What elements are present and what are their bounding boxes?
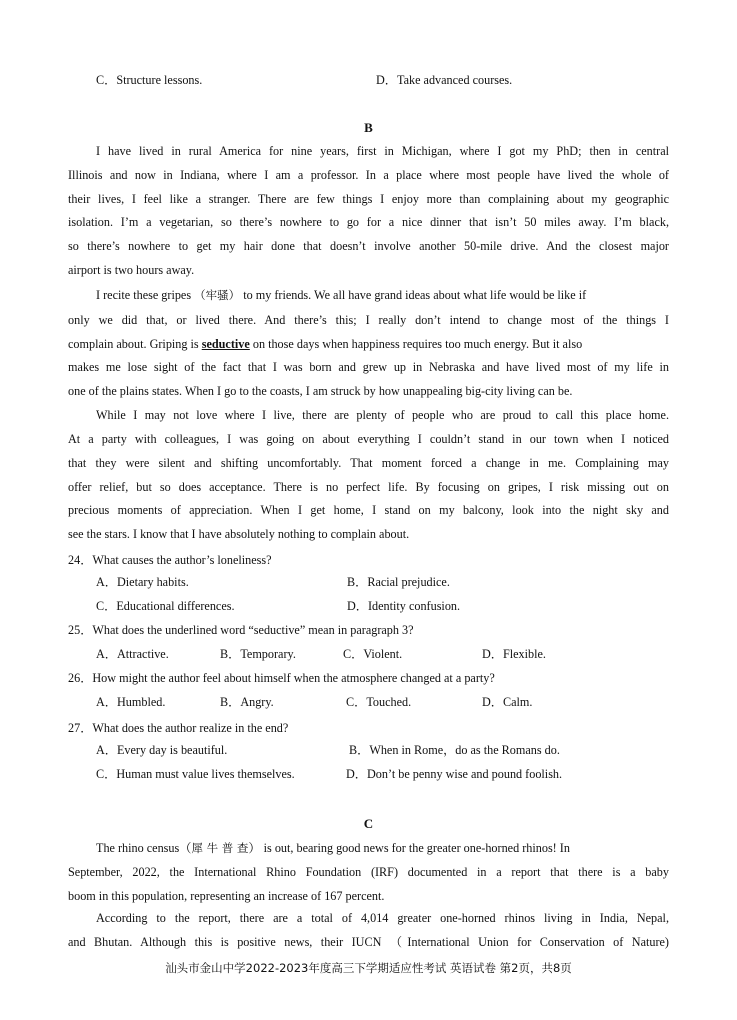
c-p1-line-3: boom in this population, representing an increase of 167 percent.: [68, 889, 385, 903]
section-c-title: C: [363, 816, 374, 831]
b-p3-line-5: precious moments of appreciation. When I get home, I stand on my balcony, look into the night sky and: [68, 503, 669, 517]
b-p2-line-3: [68, 336, 669, 352]
option-c-prev: C．Structure lessons.: [96, 73, 203, 87]
b-p2-line-2: only we did that, or lived there. And there’s this; I really don’t intend to change most of the things I: [68, 313, 669, 327]
question-24-stem: 24．What causes the author’s loneliness?: [68, 553, 272, 567]
q27-option-d[interactable]: D．Don’t be penny wise and pound foolish.: [346, 767, 563, 781]
question-25-stem: 25．What does the underlined word “seductive” mean in paragraph 3?: [68, 623, 414, 637]
b-p3-line-4: offer relief, but so does acceptance. There is no perfect life. By focusing on gripes, I risk missing out on: [68, 480, 669, 494]
q26-option-d[interactable]: D．Calm.: [482, 695, 533, 709]
question-27-stem: 27．What does the author realize in the end?: [68, 721, 289, 735]
b-p2-line-3b: on those days when happiness requires too much energy. But it also: [249, 337, 583, 351]
q24-option-d[interactable]: D．Identity confusion.: [347, 599, 461, 613]
q26-option-b[interactable]: B．Angry.: [220, 695, 274, 709]
c-p1-line-1: [68, 840, 697, 856]
b-p2-line-1: [68, 287, 697, 303]
c-p1-line-1a: The rhino census（: [96, 841, 192, 855]
q25-option-a[interactable]: A．Attractive.: [96, 647, 169, 661]
q26-option-c[interactable]: C．Touched.: [346, 695, 412, 709]
b-p2-line-1b: to my friends. We all have grand ideas about what life would be like if: [240, 288, 587, 302]
b-p3-line-6: see the stars. I know that I have absolutely nothing to complain about.: [68, 527, 410, 541]
c-p2-line-1: According to the report, there are a total of 4,014 greater one-horned rhinos living in India, Nepal,: [96, 911, 669, 925]
b-p1-line-5: so there’s nowhere to get my hair done that doesn’t involve another 50-mile drive. And the closest major: [68, 239, 669, 253]
b-p3-line-1: While I may not love where I live, there are plenty of people who are proud to call this place home.: [96, 408, 669, 422]
c-p1-line-1b: ） is out, bearing good news for the greater one-horned rhinos! In: [248, 841, 570, 855]
question-26-stem: 26．How might the author feel about himself when the atmosphere changed at a party?: [68, 671, 495, 685]
b-p2-line-3a: complain about. Griping is: [68, 337, 202, 351]
q25-option-c[interactable]: C．Violent.: [343, 647, 403, 661]
q27-option-a[interactable]: A．Every day is beautiful.: [96, 743, 228, 757]
q24-option-c[interactable]: C．Educational differences.: [96, 599, 235, 613]
q24-option-b[interactable]: B．Racial prejudice.: [347, 575, 450, 589]
b-p3-line-2: At a party with colleagues, I was going on about everything I couldn’t stand in our town when I noticed: [68, 432, 669, 446]
b-p2-line-1a: I recite these gripes: [96, 288, 195, 302]
q25-option-d[interactable]: D．Flexible.: [482, 647, 546, 661]
section-b-title: B: [364, 120, 373, 135]
underlined-word-seductive: seductive: [201, 337, 250, 351]
b-p1-line-3: their lives, I feel like a stranger. There are few things I enjoy more than complaining about my geographic: [68, 192, 669, 206]
option-d-prev: D．Take advanced courses.: [376, 73, 513, 87]
c-p2-line-2: and Bhutan. Although this is positive news, their IUCN （International Union for Conservation of Nature): [68, 935, 669, 949]
b-p1-line-4: isolation. I’m a vegetarian, so there’s nowhere to go for a nice dinner that isn’t 50 miles away. I’m black,: [68, 215, 669, 229]
b-p1-line-6: airport is two hours away.: [68, 263, 195, 277]
q24-option-a[interactable]: A．Dietary habits.: [96, 575, 189, 589]
b-p3-line-3: that they were silent and shifting uncomfortably. That moment forced a change in me. Complaining may: [68, 456, 669, 470]
c-p1-census-cn: 犀 牛 普 查: [191, 841, 249, 855]
b-p2-line-5: one of the plains states. When I go to the coasts, I am struck by how unappealing big-city living can be.: [68, 384, 573, 398]
q27-option-c[interactable]: C．Human must value lives themselves.: [96, 767, 295, 781]
b-p2-gripes-cn: （牢骚）: [194, 288, 241, 302]
b-p2-line-4: makes me lose sight of the fact that I was born and grew up in Nebraska and have lived most of my life in: [68, 360, 669, 374]
page-footer: 汕头市金山中学2022-2023年度高三下学期适应性考试 英语试卷 第2页，共8页: [165, 961, 572, 975]
b-p1-line-1: I have lived in rural America for nine years, first in Michigan, where I got my PhD; then in central: [96, 144, 669, 158]
q26-option-a[interactable]: A．Humbled.: [96, 695, 166, 709]
q27-option-b[interactable]: B．When in Rome，do as the Romans do.: [349, 743, 560, 757]
c-p1-line-2: September, 2022, the International Rhino Foundation (IRF) documented in a report that there is a baby: [68, 865, 669, 879]
q25-option-b[interactable]: B．Temporary.: [220, 647, 296, 661]
b-p1-line-2: Illinois and now in Indiana, where I am a professor. In a place where most people have lived the whole of: [68, 168, 669, 182]
